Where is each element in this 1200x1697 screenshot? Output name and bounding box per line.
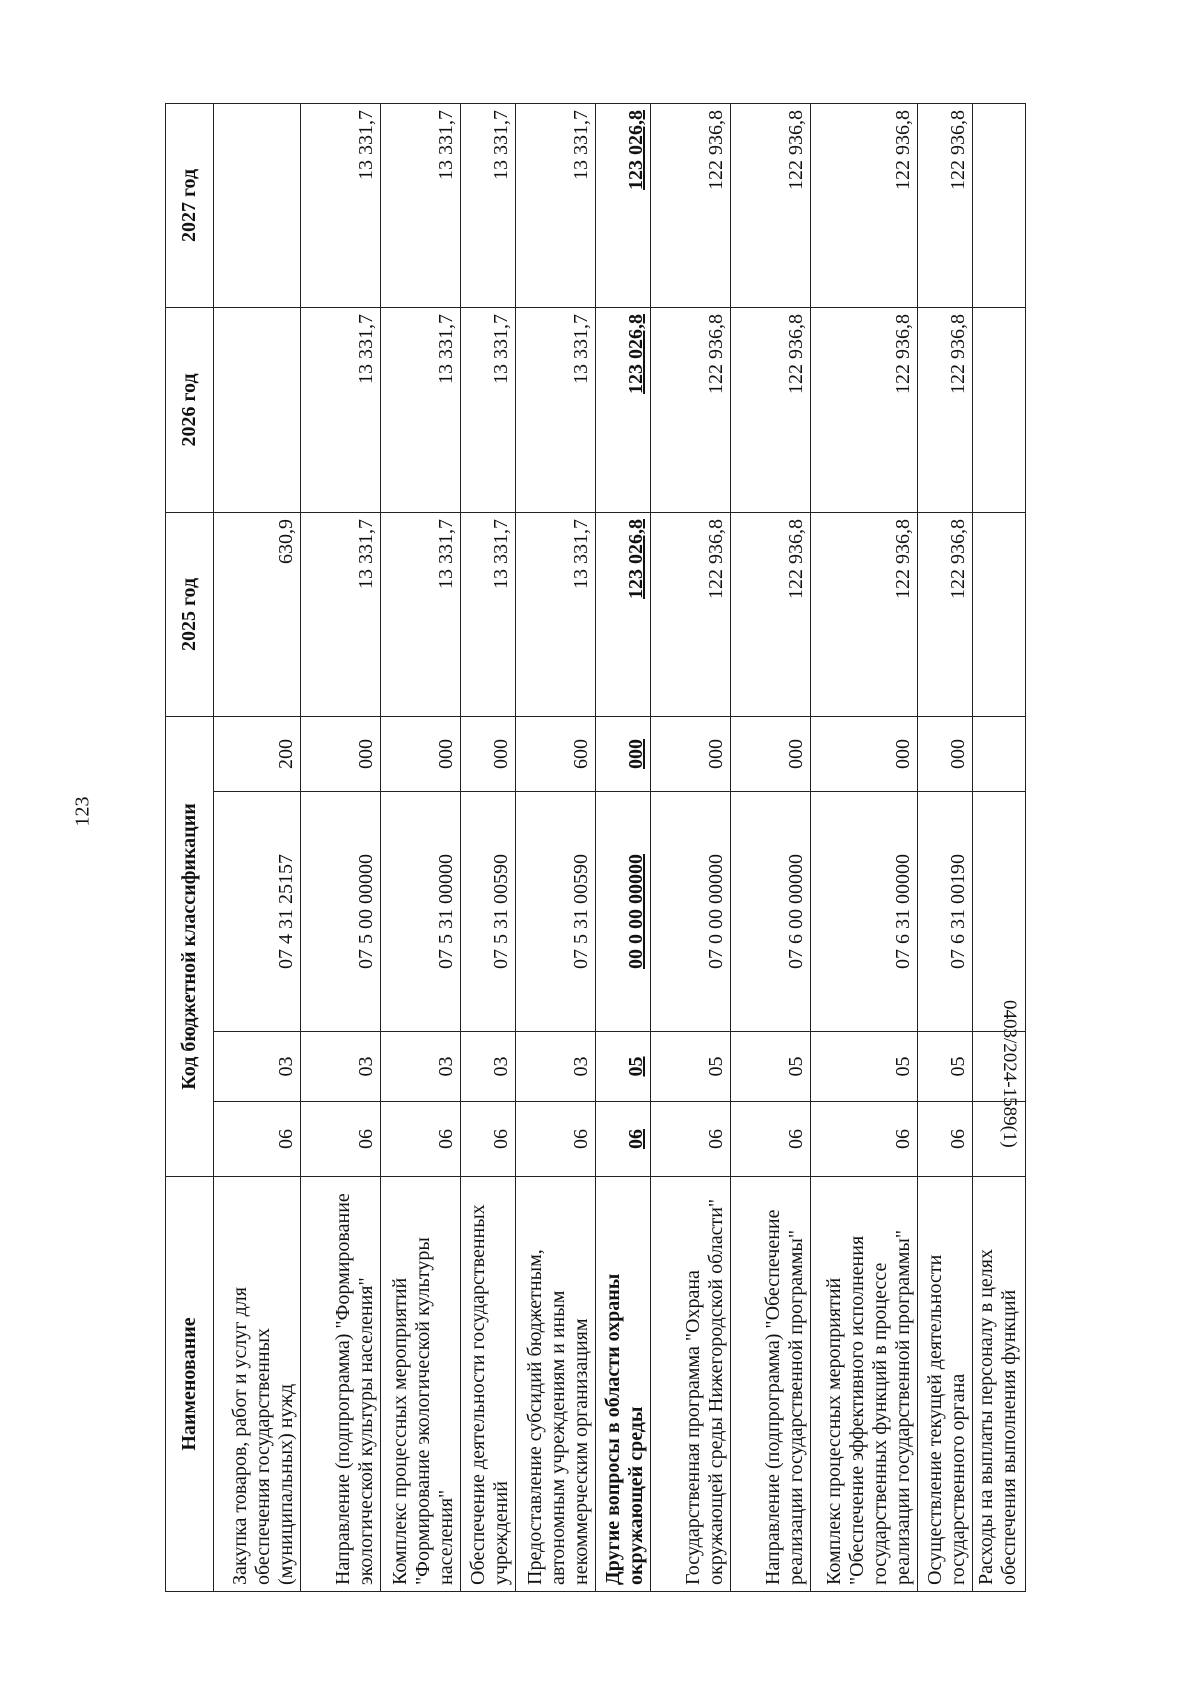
- code-section: 06: [381, 1102, 461, 1177]
- value-2026: 13 331,7: [461, 307, 516, 512]
- code-subsection: 03: [301, 1032, 381, 1102]
- value-2027: 13 331,7: [381, 103, 461, 307]
- page-number: 123: [71, 796, 94, 827]
- value-2027: 13 331,7: [461, 103, 516, 307]
- code-subsection: [973, 1032, 1026, 1102]
- code-expense-type: [973, 716, 1026, 791]
- code-subsection: 05: [811, 1032, 918, 1102]
- value-2026: 122 936,8: [811, 307, 918, 512]
- value-2025: 122 936,8: [651, 512, 731, 716]
- code-section: 06: [461, 1102, 516, 1177]
- value-2025: 122 936,8: [918, 512, 973, 716]
- code-target-article: 07 6 31 00190: [918, 792, 973, 1032]
- row-name: Комплекс процессных мероприятий "Формирование экологической культуры населения": [381, 1177, 461, 1592]
- code-section: 06: [596, 1102, 651, 1177]
- value-2026: 122 936,8: [918, 307, 973, 512]
- value-2025: 13 331,7: [461, 512, 516, 716]
- document-code: 0403/2024-1589(1): [999, 1000, 1020, 1148]
- code-expense-type: 000: [651, 716, 731, 791]
- value-2025: 13 331,7: [516, 512, 596, 716]
- row-name: Комплекс процессных мероприятий "Обеспечение эффективного исполнения государственных функций в процессе реализации государственной программы": [811, 1177, 918, 1592]
- table-row: [651, 103, 731, 1591]
- code-expense-type: 000: [596, 716, 651, 791]
- code-target-article: 07 6 31 00000: [811, 792, 918, 1032]
- value-2027: [973, 103, 1026, 307]
- code-section: 06: [214, 1102, 301, 1177]
- code-expense-type: 000: [811, 716, 918, 791]
- code-section: 06: [516, 1102, 596, 1177]
- value-2026: 122 936,8: [731, 307, 811, 512]
- budget-table: [165, 103, 1026, 1592]
- row-name: Расходы на выплаты персоналу в целях обеспечения выполнения функций: [973, 1177, 1026, 1592]
- value-2026: 13 331,7: [516, 307, 596, 512]
- value-2025: 122 936,8: [811, 512, 918, 716]
- table-row: [731, 103, 811, 1591]
- header-2025: 2025 год: [166, 512, 214, 716]
- value-2027: 122 936,8: [811, 103, 918, 307]
- code-section: 06: [918, 1102, 973, 1177]
- code-target-article: 07 6 00 00000: [731, 792, 811, 1032]
- code-subsection: 05: [731, 1032, 811, 1102]
- value-2025: [973, 512, 1026, 716]
- code-expense-type: 000: [731, 716, 811, 791]
- value-2025: 122 936,8: [731, 512, 811, 716]
- code-target-article: 07 4 31 25157: [214, 792, 301, 1032]
- value-2025: 13 331,7: [381, 512, 461, 716]
- value-2027: 13 331,7: [301, 103, 381, 307]
- value-2026: [973, 307, 1026, 512]
- value-2027: 122 936,8: [918, 103, 973, 307]
- code-target-article: 00 0 00 00000: [596, 792, 651, 1032]
- code-target-article: 07 5 31 00590: [516, 792, 596, 1032]
- code-subsection: 03: [516, 1032, 596, 1102]
- code-subsection: 05: [596, 1032, 651, 1102]
- table-row: [973, 103, 1026, 1591]
- header-name: Наименование: [166, 1177, 214, 1592]
- row-name: Другие вопросы в области охраны окружающей среды: [596, 1177, 651, 1592]
- table-row: [461, 103, 516, 1591]
- table-row: [301, 103, 381, 1591]
- code-section: 06: [651, 1102, 731, 1177]
- value-2025: 123 026,8: [596, 512, 651, 716]
- code-target-article: 07 5 31 00590: [461, 792, 516, 1032]
- value-2026: [214, 307, 301, 512]
- code-subsection: 03: [381, 1032, 461, 1102]
- row-name: Направление (подпрограмма) "Обеспечение реализации государственной программы": [731, 1177, 811, 1592]
- table-row: [918, 103, 973, 1591]
- value-2025: 630,9: [214, 512, 301, 716]
- code-section: [973, 1102, 1026, 1177]
- value-2027: 123 026,8: [596, 103, 651, 307]
- row-name: Предоставление субсидий бюджетным, автономным учреждениям и иным некоммерческим организациям: [516, 1177, 596, 1592]
- row-name: Государственная программа "Охрана окружающей среды Нижегородской области": [651, 1177, 731, 1592]
- header-2027: 2027 год: [166, 103, 214, 307]
- value-2027: 122 936,8: [651, 103, 731, 307]
- code-section: 06: [811, 1102, 918, 1177]
- code-expense-type: 000: [301, 716, 381, 791]
- code-target-article: 07 0 00 00000: [651, 792, 731, 1032]
- code-expense-type: 000: [918, 716, 973, 791]
- code-section: 06: [731, 1102, 811, 1177]
- value-2026: 13 331,7: [301, 307, 381, 512]
- header-2026: 2026 год: [166, 307, 214, 512]
- value-2026: 123 026,8: [596, 307, 651, 512]
- row-name: Закупка товаров, работ и услуг для обеспечения государственных (муниципальных) нужд: [214, 1177, 301, 1592]
- table-body: [214, 103, 1026, 1591]
- table-row: [214, 103, 301, 1591]
- value-2026: 13 331,7: [381, 307, 461, 512]
- code-expense-type: 600: [516, 716, 596, 791]
- table-row: [381, 103, 461, 1591]
- code-subsection: 05: [918, 1032, 973, 1102]
- value-2027: 13 331,7: [516, 103, 596, 307]
- value-2025: 13 331,7: [301, 512, 381, 716]
- code-subsection: 03: [214, 1032, 301, 1102]
- header-code: Код бюджетной классификации: [166, 716, 214, 1176]
- row-name: Направление (подпрограмма) "Формирование экологической культуры населения": [301, 1177, 381, 1592]
- code-expense-type: 000: [461, 716, 516, 791]
- code-subsection: 05: [651, 1032, 731, 1102]
- code-subsection: 03: [461, 1032, 516, 1102]
- code-section: 06: [301, 1102, 381, 1177]
- table-row: [811, 103, 918, 1591]
- value-2027: 122 936,8: [731, 103, 811, 307]
- value-2027: [214, 103, 301, 307]
- row-name: Обеспечение деятельности государственных учреждений: [461, 1177, 516, 1592]
- code-expense-type: 000: [381, 716, 461, 791]
- code-target-article: 07 5 00 00000: [301, 792, 381, 1032]
- value-2026: 122 936,8: [651, 307, 731, 512]
- table-row: [596, 103, 651, 1591]
- table-row: [516, 103, 596, 1591]
- code-target-article: 07 5 31 00000: [381, 792, 461, 1032]
- table-header-row: [166, 103, 214, 1591]
- budget-table-wrapper: [165, 104, 1025, 1592]
- code-expense-type: 200: [214, 716, 301, 791]
- row-name: Осуществление текущей деятельности государственного органа: [918, 1177, 973, 1592]
